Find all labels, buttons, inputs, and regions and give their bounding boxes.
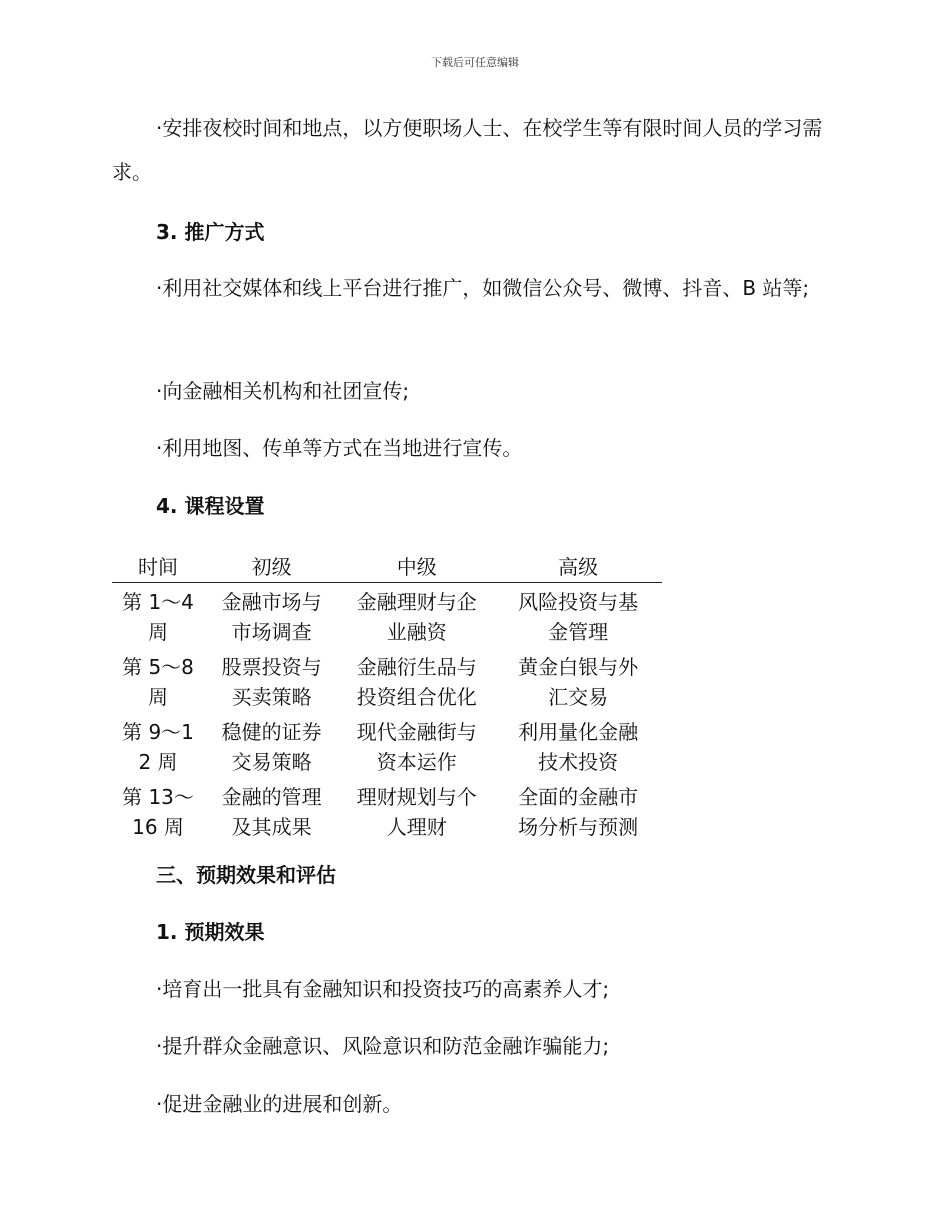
table-header-row <box>112 550 662 583</box>
table-cell: 现代金融街与资本运作 <box>356 720 477 774</box>
table-cell: 金融的管理及其成果 <box>221 785 322 839</box>
table-cell: 稳健的证券交易策略 <box>221 720 322 774</box>
table-cell: 第 9～12 周 <box>122 720 194 774</box>
page-header: 下载后可任意编辑 <box>431 56 519 69</box>
curriculum-table <box>112 550 662 843</box>
table-cell: 金融衍生品与投资组合优化 <box>356 655 477 709</box>
table-cell: 黄金白银与外汇交易 <box>518 655 639 709</box>
line-talent: ·培育出一批具有金融知识和投资技巧的高素养人才; <box>156 977 610 1001</box>
paragraph-social-media-text: ·利用社交媒体和线上平台进行推广，如微信公众号、微博、抖音、B 站等; <box>156 276 810 300</box>
heading-promotion: 3. 推广方式 <box>156 220 265 244</box>
heading-section-three: 三、预期效果和评估 <box>156 863 336 887</box>
table-row <box>112 713 662 778</box>
table-header-intermediate: 中级 <box>339 550 494 583</box>
table-header-time: 时间 <box>112 550 204 583</box>
heading-curriculum: 4. 课程设置 <box>156 494 265 518</box>
paragraph-night-school <box>112 106 842 194</box>
table-cell: 第 13～16 周 <box>122 785 194 839</box>
table-cell: 股票投资与买卖策略 <box>221 655 322 709</box>
table-row <box>112 778 662 843</box>
table-cell: 利用量化金融技术投资 <box>518 720 639 774</box>
table-header-beginner: 初级 <box>204 550 339 583</box>
line-industry: ·促进金融业的进展和创新。 <box>156 1092 403 1116</box>
line-local: ·利用地图、传单等方式在当地进行宣传。 <box>156 436 523 460</box>
paragraph-night-school-text: ·安排夜校时间和地点，以方便职场人士、在校学生等有限时间人员的学习需求。 <box>112 116 823 184</box>
table-cell: 金融市场与市场调查 <box>221 590 322 644</box>
line-awareness: ·提升群众金融意识、风险意识和防范金融诈骗能力; <box>156 1034 610 1058</box>
table-row <box>112 583 662 649</box>
heading-expected: 1. 预期效果 <box>156 920 265 944</box>
table-cell: 风险投资与基金管理 <box>518 590 639 644</box>
table-cell: 金融理财与企业融资 <box>356 590 477 644</box>
table-cell: 理财规划与个人理财 <box>356 785 477 839</box>
table-header-advanced: 高级 <box>494 550 662 583</box>
paragraph-social-media <box>112 266 842 310</box>
line-institutions: ·向金融相关机构和社团宣传; <box>156 379 410 403</box>
table-cell: 第 5～8 周 <box>122 655 194 709</box>
table-cell: 第 1～4 周 <box>122 590 194 644</box>
table-row <box>112 648 662 713</box>
table-cell: 全面的金融市场分析与预测 <box>518 785 639 839</box>
